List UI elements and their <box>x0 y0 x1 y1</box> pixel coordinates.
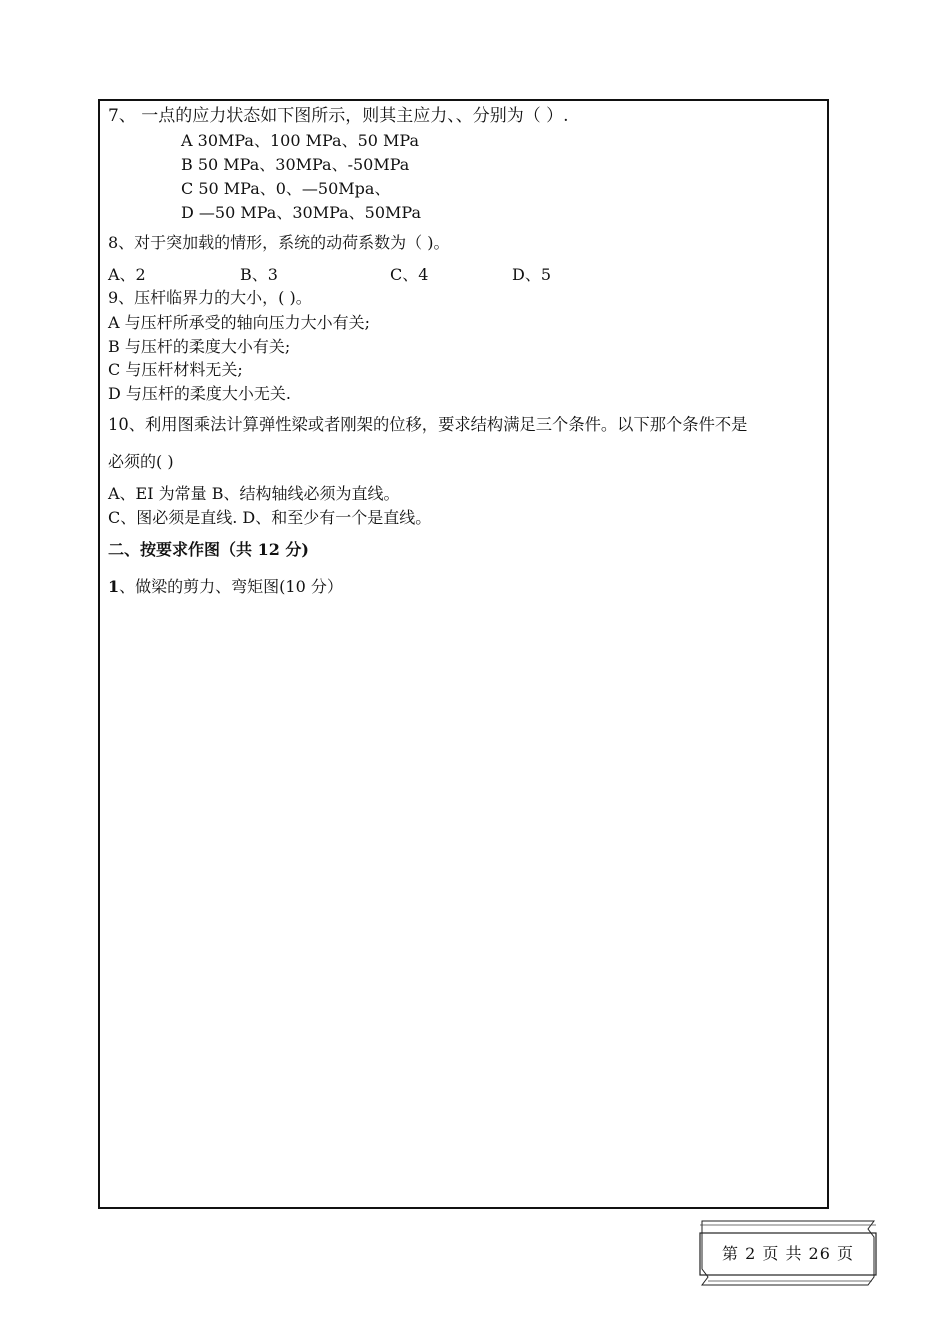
q8-stem: 8、对于突加载的情形，系统的动荷系数为（ )。 <box>108 233 450 252</box>
section2-item1-text: 、做梁的剪力、弯矩图(10 分） <box>119 577 343 596</box>
section2-heading: 二、按要求作图（共 12 分) <box>108 540 309 559</box>
q7-option-c: C 50 MPa、0、—50Mpa、 <box>181 179 391 198</box>
q7-option-d: D —50 MPa、30MPa、50MPa <box>181 203 421 222</box>
section2-item1 <box>108 577 343 597</box>
q10-stem-line2: 必须的( ) <box>108 452 174 471</box>
q8-option-b: B、3 <box>240 265 278 284</box>
q8-option-d: D、5 <box>512 265 552 284</box>
q9-option-c: C 与压杆材料无关; <box>108 360 243 379</box>
q8-options <box>108 265 708 285</box>
q8-option-a: A、2 <box>108 265 146 284</box>
q9-option-a: A 与压杆所承受的轴向压力大小有关; <box>108 313 371 332</box>
page-number-box <box>696 1219 880 1289</box>
q7-option-b: B 50 MPa、30MPa、-50MPa <box>181 155 410 174</box>
q10-stem-line1: 10、利用图乘法计算弹性梁或者刚架的位移，要求结构满足三个条件。以下那个条件不是 <box>108 415 748 434</box>
q7-option-a: A 30MPa、100 MPa、50 MPa <box>181 131 419 150</box>
q7-stem: 7、 一点的应力状态如下图所示，则其主应力、、分别为（ ）. <box>108 106 569 126</box>
section2-item1-number: 1 <box>108 577 120 596</box>
q9-option-d: D 与压杆的柔度大小无关. <box>108 384 292 403</box>
page-number-label: 第 2 页 共 26 页 <box>722 1244 854 1263</box>
q8-option-c: C、4 <box>390 265 429 284</box>
q9-option-b: B 与压杆的柔度大小有关; <box>108 337 291 356</box>
q10-options-line1: A、EI 为常量 B、结构轴线必须为直线。 <box>108 484 400 503</box>
q10-options-line2: C、图必须是直线. D、和至少有一个是直线。 <box>108 508 432 527</box>
q9-stem: 9、压杆临界力的大小，( )。 <box>108 288 312 307</box>
